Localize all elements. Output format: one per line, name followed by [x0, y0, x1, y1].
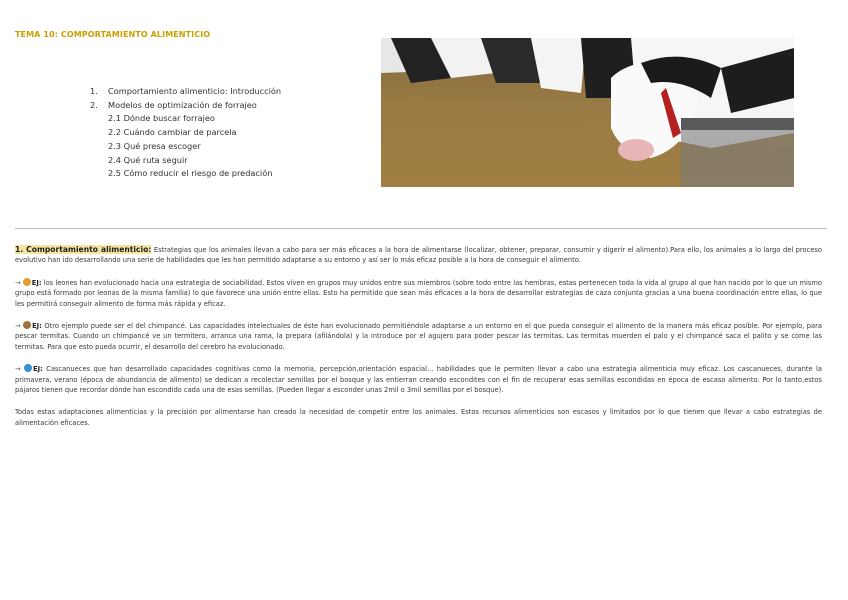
- page-title: TEMA 10: COMPORTAMIENTO ALIMENTICIO: [15, 30, 211, 39]
- example-paragraph: [15, 321, 822, 352]
- toc-subitem: 2.5 Cómo reducir el riesgo de predación: [108, 168, 273, 179]
- closing-paragraph: Todas estas adaptaciones alimenticias y la precisión por alimentarse han creado la necesidad de competir entre los animales. Estos recursos alimenticios son escasos y limitados por lo que tienen que llevar a cabo estrategias de alimentación eficaces.: [15, 408, 822, 427]
- toc-subitem: 2.2 Cuándo cambiar de parcela: [108, 127, 237, 138]
- toc-item-number: 1.: [90, 86, 98, 96]
- toc-item-number: 2.: [90, 99, 98, 110]
- example-text: Otro ejemplo puede ser el del chimpancé. Las capacidades intelectuales de éste han evolucionado permitiéndole adaptarse a un entorno en el que pueda conseguir el alimento de la manera más eficaz posible. Por ejemplo, para pescar termitas. Cuando un chimpancé ve un termitero, arranca una rama, la prepara (afilándola) y la introduce por el agujero para poder pescar las termitas. Las termitas muerden el palo y el chimpancé saca el palito y se come las termitas. Para que esto pueda ocurrir, el desarrollo del cerebro ha evolucionado.: [15, 322, 822, 351]
- bird-icon: [24, 364, 32, 372]
- section-text: Estrategias que los animales llevan a cabo para ser más eficaces a la hora de alimentarse (localizar, obtener, preparar, consumir y digerir el alimento).Para ello, los animales a lo largo del proceso evolutivo han ido desarrollando una serie de habilidades que les han permitido adaptarse a su entorno y así ser lo más eficaz posible a la hora de conseguir el alimento.: [15, 246, 822, 265]
- table-of-contents: [90, 85, 281, 181]
- example-text: Cascanueces que han desarrollado capacidades cognitivas como la memoria, percepción,orientación espacial... habilidades que le permiten llevar a cabo una estrategia alimenticia muy eficaz. Los cascanueces, durante la primavera, verano (época de abundancia de alimento) se dedican a recolectar semillas por el bosque y las entierran creando escondites con el fin de recuperar esas semillas escondidas en época de escaso alimento. Por lo tanto,estos pájaros tienen que recordar dónde han escondido cada una de esas semillas. (Pueden llegar a esconder unas 2mil o 3mil semillas por el bosque).: [15, 365, 822, 395]
- toc-subitem: 2.1 Dónde buscar forrajeo: [108, 113, 215, 124]
- cows-feeding-photo: [381, 38, 794, 187]
- example-paragraph: [15, 364, 822, 395]
- toc-subitem: 2.4 Qué ruta seguir: [108, 154, 188, 165]
- section-heading: 1. Comportamiento alimenticio:: [15, 245, 152, 254]
- monkey-icon: [23, 321, 31, 329]
- toc-item-label: Comportamiento alimenticio: Introducción: [108, 86, 282, 96]
- section-divider: [15, 228, 827, 229]
- example-paragraph: [15, 278, 822, 309]
- example-text: los leones han evolucionado hacia una estrategia de sociabilidad. Estos viven en grupos muy unidos entre sus miembros (sobre todo entre las hembras, estas pertenecen toda la vida al grupo al que han nacido por lo que un mismo grupo está formado por leonas de la misma familia) lo que favorece una unión entre ellas. Esto ha permitido que sean más eficaces a la hora de desarrollar estrategias de caza conjunta gracias a una buena coordinación entre ellas, lo que les permitirá conseguir alimento de forma más rápida y eficaz.: [15, 278, 822, 308]
- section-intro: [15, 245, 822, 266]
- arrow-icon: →: [15, 278, 21, 287]
- lion-icon: [23, 278, 31, 286]
- toc-subitem: 2.3 Qué presa escoger: [108, 140, 201, 151]
- toc-item-label: Modelos de optimización de forrajeo: [108, 99, 257, 110]
- example-label: EJ:: [31, 278, 42, 287]
- main-content: [15, 245, 822, 440]
- toc-item: [90, 99, 281, 113]
- arrow-icon: →: [15, 365, 21, 374]
- arrow-icon: →: [15, 322, 21, 331]
- toc-item: [90, 85, 281, 99]
- example-label: EJ:: [32, 322, 42, 331]
- example-label: EJ:: [33, 365, 43, 374]
